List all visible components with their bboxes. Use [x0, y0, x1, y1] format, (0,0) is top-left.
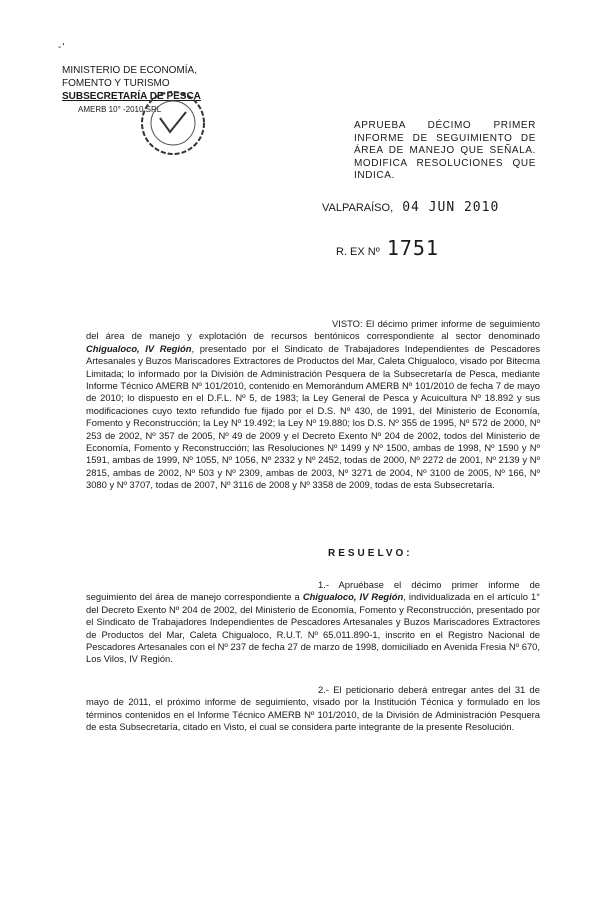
visto-body: , presentado por el Sindicato de Trabajadores Independientes de Pescadores Artesanales y Buzos Mariscadores Extractores de Productos del Mar, Caleta Chigualoco, visado por Bitecma Limitada; lo informado por la División de Administración Pesquera de la Subsecretaría de Pesca, mediante Informe Técnico AMERB Nº 101/2010, contenido en Memorándum AMERB Nº 101/2010 de fecha 7 de mayo de 2010; lo dispuesto en el D.F.L. Nº 5, de 1983; la Ley General de Pesca y Acuicultura Nº 18.892 y sus modificaciones cuyo texto refundido fue fijado por el D.S. Nº 430, de 1991, del Ministerio de Economía, Fomento y Reconstrucción; la Ley Nº 19.492; la Ley Nº 19.880; los D.S. Nº 355 de 1995, Nº 572 de 2000, Nº 253 de 2002, Nº 357 de 2005, Nº 49 de 2009 y el Decreto Exento Nº 204 de 2002, todos del Ministerio de Economía, Fomento y Reconstrucción; las Resoluciones Nº 1499 y Nº 1500, ambas de 1998, Nº 1590 y Nº 1591, ambas de 1999, Nº 1055, Nº 1056, Nº 2332 y Nº 2452, todas de 2000, Nº 2272 de 2001, Nº 2139 y Nº 2815, ambas de 2002, Nº 503 y Nº 2309, ambas de 2003, Nº 3271 de 2004, Nº 3100 de 2005, Nº 166, Nº 3080 y Nº 3707, todas de 2007, Nº 3116 de 2008 y Nº 3358 de 2009, todas de esta Subsecretaría.: [86, 342, 541, 491]
subsecretaria-line: SUBSECRETARÍA DE PESCA: [62, 91, 201, 102]
resolution-item-2: 2.- El peticionario deberá entregar antes del 31 de mayo de 2011, el próximo informe de seguimiento, visado por la Institución Técnica y formulado en los términos contenidos en el Informe Técnico AMERB Nº 101/2010, de la División de Administración Pesquera de esta Subsecretaría, citado en Visto, el cual se considera parte integrante de la presente Resolución.: [86, 684, 540, 733]
margin-mark: -': [58, 42, 66, 53]
reference-code: AMERB 10° -2010 SRL: [78, 105, 162, 114]
resolution-subject: APRUEBA DÉCIMO PRIMER INFORME DE SEGUIMIENTO DE ÁREA DE MANEJO QUE SEÑALA. MODIFICA RESOLUCIONES QUE INDICA.: [354, 120, 536, 181]
stamped-date: 04 JUN 2010: [402, 200, 500, 215]
visto-intro: VISTO: El décimo primer informe de seguimiento del área de manejo y explotación de recursos bentónicos correspondiente al sector denominado: [86, 318, 540, 342]
ministry-line-2: FOMENTO Y TURISMO: [62, 78, 170, 89]
resolution-number-value: 1751: [386, 236, 439, 260]
item1-body: , individualizada en el artículo 1° del Decreto Exento Nº 204 de 2002, del Ministerio de Economía, Fomento y Reconstrucción, presentado por el Sindicato de Trabajadores Independientes de Pescadores Artesanales y Buzos Mariscadores Extractores de Productos del Mar, Caleta Chigualoco, R.U.T. Nº 65.011.890-1, inscrito en el Registro Nacional de Pescadores Artesanales con el Nº 237 de fecha 27 de marzo de 1998, domiciliado en Avenida Fresia Nº 670, Los Vilos, IV Región.: [86, 591, 541, 665]
resuelvo-heading: RESUELVO:: [328, 548, 413, 559]
resolution-prefix: R. EX Nº: [336, 246, 380, 258]
visto-sector: Chigualoco, IV Región: [86, 342, 192, 354]
place-date: [322, 200, 499, 215]
item1-intro: 1.- Apruébase el décimo primer informe de seguimiento del área de manejo correspondiente a: [86, 579, 540, 603]
resolution-number: [336, 236, 439, 260]
city: VALPARAÍSO,: [322, 202, 394, 214]
ministry-line: MINISTERIO DE ECONOMÍA,: [62, 65, 198, 76]
visto-paragraph: [86, 318, 540, 492]
item1-sector: Chigualoco, IV Región: [302, 591, 404, 603]
official-stamp: [138, 88, 208, 158]
resolution-item-1: [86, 579, 540, 666]
